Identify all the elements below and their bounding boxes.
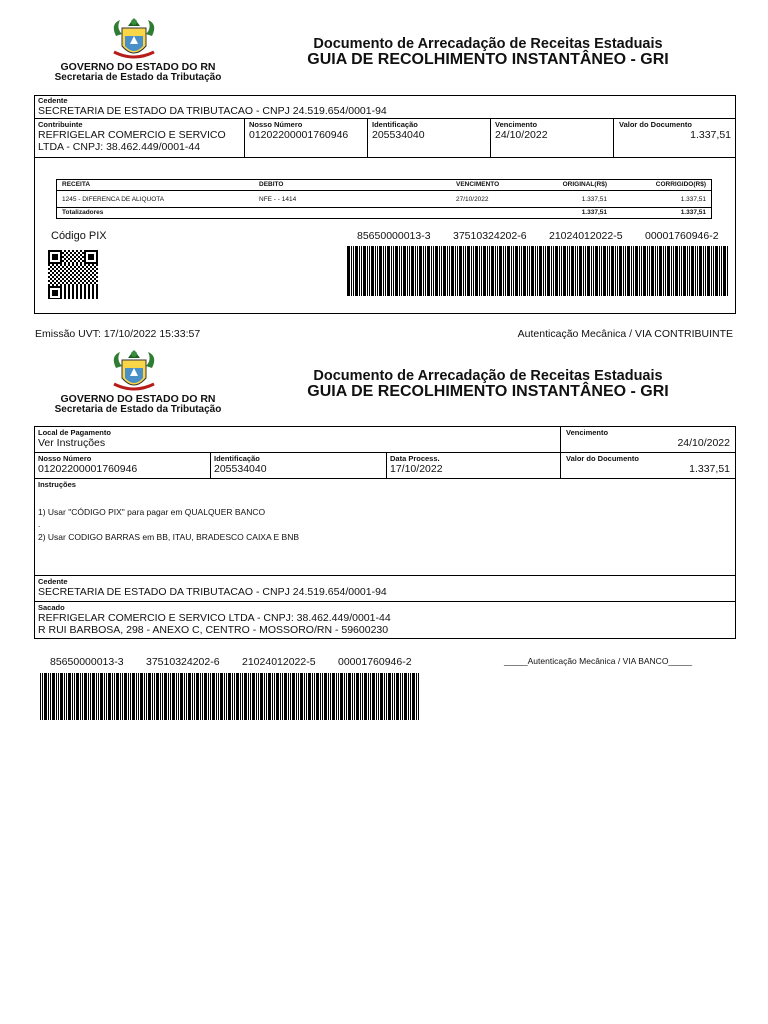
totals-label: Totalizadores <box>62 209 104 216</box>
contribuinte-label: Contribuinte <box>38 120 83 129</box>
linha-digitavel-1: 85650000013-3 <box>357 230 431 242</box>
table-cell-corrigido: 1.337,51 <box>680 196 706 203</box>
secretariat-name: Secretaria de Estado da Tributação <box>54 404 222 415</box>
document-subtitle: GUIA DE RECOLHIMENTO INSTANTÂNEO - GRI <box>307 383 669 400</box>
banco-identificacao-label: Identificação <box>214 454 260 463</box>
pix-label: Código PIX <box>51 230 107 242</box>
table-header-original: ORIGINAL(R$) <box>562 181 607 188</box>
banco-nosso-numero-value: 01202200001760946 <box>38 463 138 475</box>
contribuinte-name: REFRIGELAR COMERCIO E SERVICO <box>38 129 226 141</box>
table-cell-original: 1.337,51 <box>581 196 607 203</box>
sacado-label: Sacado <box>38 603 65 612</box>
data-process-value: 17/10/2022 <box>390 463 443 475</box>
banco-valor-label: Valor do Documento <box>566 454 639 463</box>
instrucao-pix: 1) Usar "CÓDIGO PIX" para pagar em QUALQUER BANCO <box>38 507 266 517</box>
banco-valor-value: 1.337,51 <box>689 463 730 475</box>
identificacao-label: Identificação <box>372 120 418 129</box>
barcode-icon <box>347 246 729 296</box>
sacado-name: REFRIGELAR COMERCIO E SERVICO LTDA - CNPJ: 38.462.449/0001-44 <box>38 612 391 624</box>
nosso-numero-label: Nosso Número <box>249 120 303 129</box>
banco-identificacao-value: 205534040 <box>214 463 267 475</box>
banco-cedente-value: SECRETARIA DE ESTADO DA TRIBUTACAO - CNPJ 24.519.654/0001-94 <box>38 586 387 598</box>
table-header-vencimento: VENCIMENTO <box>456 181 500 188</box>
data-process-label: Data Process. <box>390 454 440 463</box>
document-title: Documento de Arrecadação de Receitas Estaduais <box>313 36 663 52</box>
autenticacao-banco: _____Autenticação Mecânica / VIA BANCO_____ <box>504 656 693 666</box>
table-cell-debito: NFE - - 1414 <box>259 196 297 203</box>
secretariat-name: Secretaria de Estado da Tributação <box>54 72 222 83</box>
valor-value: 1.337,51 <box>690 129 731 141</box>
pix-qr-code-icon <box>48 250 99 299</box>
banco-vencimento-value: 24/10/2022 <box>677 437 730 449</box>
banco-linha-digitavel-2: 37510324202-6 <box>146 656 220 668</box>
local-pagamento-value: Ver Instruções <box>38 437 106 449</box>
contribuinte-cnpj: LTDA - CNPJ: 38.462.449/0001-44 <box>38 141 201 153</box>
instrucao-separator: . <box>38 519 41 529</box>
local-pagamento-label: Local de Pagamento <box>38 428 111 437</box>
government-name: GOVERNO DO ESTADO DO RN <box>60 61 216 73</box>
document-subtitle: GUIA DE RECOLHIMENTO INSTANTÂNEO - GRI <box>307 51 669 68</box>
linha-digitavel-3: 21024012022-5 <box>549 230 623 242</box>
vencimento-label: Vencimento <box>495 120 538 129</box>
emissao-text: Emissão UVT: 17/10/2022 15:33:57 <box>35 328 201 340</box>
identificacao-value: 205534040 <box>372 129 425 141</box>
instrucao-barcode: 2) Usar CODIGO BARRAS em BB, ITAU, BRADESCO CAIXA E BNB <box>38 532 300 542</box>
nosso-numero-value: 01202200001760946 <box>249 129 349 141</box>
banco-linha-digitavel-1: 85650000013-3 <box>50 656 124 668</box>
barcode-icon <box>40 673 422 720</box>
table-cell-receita: 1245 - DIFERENCA DE ALIQUOTA <box>62 196 165 203</box>
vencimento-value: 24/10/2022 <box>495 129 548 141</box>
banco-linha-digitavel-3: 21024012022-5 <box>242 656 316 668</box>
instrucoes-label: Instruções <box>38 480 76 489</box>
cedente-value: SECRETARIA DE ESTADO DA TRIBUTACAO - CNPJ 24.519.654/0001-94 <box>38 105 387 117</box>
banco-nosso-numero-label: Nosso Número <box>38 454 92 463</box>
table-header-corrigido: CORRIGIDO(R$) <box>655 181 706 188</box>
government-name: GOVERNO DO ESTADO DO RN <box>60 393 216 405</box>
banco-vencimento-label: Vencimento <box>566 428 609 437</box>
banco-cedente-label: Cedente <box>38 577 68 586</box>
state-coat-of-arms-icon <box>108 346 160 396</box>
linha-digitavel-2: 37510324202-6 <box>453 230 527 242</box>
total-original: 1.337,51 <box>581 209 607 216</box>
table-header-debito: DEBITO <box>259 181 284 188</box>
state-coat-of-arms-icon <box>108 14 160 64</box>
valor-label: Valor do Documento <box>619 120 692 129</box>
banco-linha-digitavel-4: 00001760946-2 <box>338 656 412 668</box>
document-title: Documento de Arrecadação de Receitas Estaduais <box>313 368 663 384</box>
table-cell-vencimento: 27/10/2022 <box>456 196 489 203</box>
linha-digitavel-4: 00001760946-2 <box>645 230 719 242</box>
total-corrigido: 1.337,51 <box>680 209 706 216</box>
sacado-address: R RUI BARBOSA, 298 - ANEXO C, CENTRO - MOSSORO/RN - 59600230 <box>38 624 389 636</box>
table-header-receita: RECEITA <box>62 181 91 188</box>
autenticacao-contribuinte: Autenticação Mecânica / VIA CONTRIBUINTE <box>517 328 733 340</box>
cedente-label: Cedente <box>38 96 68 105</box>
